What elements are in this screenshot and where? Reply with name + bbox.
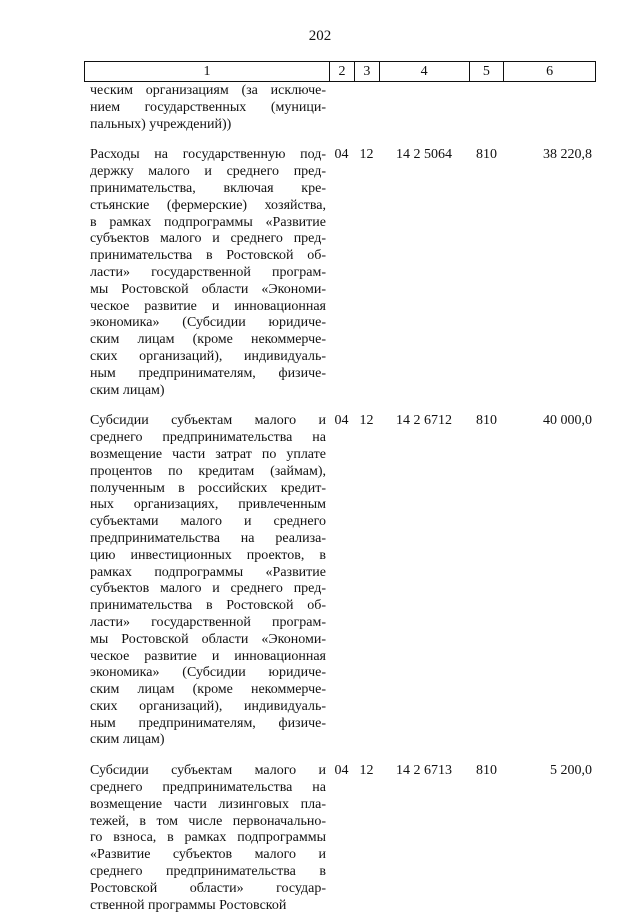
subsection-code: 12: [359, 763, 374, 779]
description-line: процентов по кредитам (займам),: [90, 463, 326, 479]
table-row: [84, 147, 596, 399]
description-line: ласти» государственной програм-: [90, 614, 326, 630]
description-line: субъектами малого и среднего: [90, 514, 326, 530]
description-line: го взноса, в рамках подпрограммы: [90, 830, 326, 846]
description-line: тежей, в том числе первоначально-: [90, 813, 326, 829]
target-article-code: 14 2 6713: [396, 763, 452, 779]
description-line: в рамках подпрограммы «Развитие: [90, 214, 326, 230]
table-header-row: [84, 61, 596, 82]
description-line: ским лицам (кроме некоммерче-: [90, 332, 326, 348]
section-code: 04: [334, 413, 349, 429]
description-line: экономика» (Субсидии юридиче-: [90, 315, 326, 331]
description-line: стьянские (фермерские) хозяйства,: [90, 197, 326, 213]
description-line: мы Ростовской области «Экономи-: [90, 281, 326, 297]
table-row: [84, 763, 596, 914]
description-line: ческим организациям (за исключе-: [90, 83, 326, 98]
row-description: [84, 763, 329, 914]
header-col-6: 6: [503, 62, 595, 81]
description-line: принимательства в Ростовской об-: [90, 248, 326, 264]
row-description: [84, 83, 329, 133]
table-row: [84, 83, 596, 133]
page-number: 202: [308, 28, 332, 44]
description-line: рамках подпрограммы «Развитие: [90, 564, 326, 580]
row-description: [84, 413, 329, 749]
expense-type-code: 810: [476, 413, 497, 429]
description-line: предпринимательства на реализа-: [90, 530, 326, 546]
target-article-code: 14 2 6712: [396, 413, 452, 429]
row-description: [84, 147, 329, 399]
description-line: среднего предпринимательства на: [90, 780, 326, 796]
expense-type-code: 810: [476, 763, 497, 779]
subsection-code: [354, 83, 379, 133]
header-col-2: 2: [329, 62, 354, 81]
description-line: Ростовской области» государ-: [90, 880, 326, 896]
description-line: ским лицам (кроме некоммерче-: [90, 682, 326, 698]
description-line: мы Ростовской области «Экономи-: [90, 631, 326, 647]
section-code: 04: [334, 763, 349, 779]
amount-value: [504, 83, 596, 133]
description-line: ских организаций), индивидуаль-: [90, 348, 326, 364]
description-line: цию инвестиционных проектов, в: [90, 547, 326, 563]
description-line: ческое развитие и инновационная: [90, 648, 326, 664]
target-article-code: [379, 83, 469, 133]
subsection-code: 12: [359, 147, 374, 163]
description-line: среднего предпринимательства на: [90, 430, 326, 446]
description-line: экономика» (Субсидии юридиче-: [90, 665, 326, 681]
description-line: ласти» государственной програм-: [90, 264, 326, 280]
description-line: принимательства в Ростовской об-: [90, 598, 326, 614]
amount-value: 40 000,0: [543, 413, 592, 429]
description-line: держку малого и среднего пред-: [90, 164, 326, 180]
description-line: пальных) учреждений)): [90, 116, 232, 132]
description-line: возмещение части затрат по уплате: [90, 446, 326, 462]
description-line: «Развитие субъектов малого и: [90, 847, 326, 863]
description-line: ным предпринимателям, физиче-: [90, 715, 326, 731]
header-col-5: 5: [469, 62, 504, 81]
amount-value: 38 220,8: [543, 147, 592, 163]
expense-type-code: 810: [476, 147, 497, 163]
description-line: Субсидии субъектам малого и: [90, 763, 326, 779]
target-article-code: 14 2 5064: [396, 147, 452, 163]
description-line: ственной программы Ростовской: [90, 897, 287, 913]
description-line: ским лицам): [90, 382, 165, 398]
description-line: нием государственных (муници-: [90, 99, 326, 115]
subsection-code: 12: [359, 413, 374, 429]
section-code: [329, 83, 354, 133]
description-line: ным предпринимателям, физиче-: [90, 365, 326, 381]
header-col-3: 3: [354, 62, 379, 81]
description-line: среднего предпринимательства в: [90, 864, 326, 880]
table-row: [84, 413, 596, 749]
description-line: ским лицам): [90, 732, 165, 748]
description-line: Субсидии субъектам малого и: [90, 413, 326, 429]
description-line: полученным в российских кредит-: [90, 480, 326, 496]
expense-type-code: [469, 83, 504, 133]
section-code: 04: [334, 147, 349, 163]
description-line: субъектов малого и среднего пред-: [90, 231, 326, 247]
description-line: Расходы на государственную под-: [90, 147, 326, 163]
header-col-1: 1: [203, 64, 211, 79]
description-line: принимательства, включая кре-: [90, 180, 326, 196]
description-line: возмещение части лизинговых пла-: [90, 796, 326, 812]
description-line: субъектов малого и среднего пред-: [90, 581, 326, 597]
description-line: ческое развитие и инновационная: [90, 298, 326, 314]
description-line: ных организациях, привлеченным: [90, 497, 326, 513]
budget-table: [84, 61, 596, 914]
description-line: ских организаций), индивидуаль-: [90, 698, 326, 714]
header-col-4: 4: [379, 62, 469, 81]
amount-value: 5 200,0: [550, 763, 592, 779]
table-body: [84, 83, 596, 914]
